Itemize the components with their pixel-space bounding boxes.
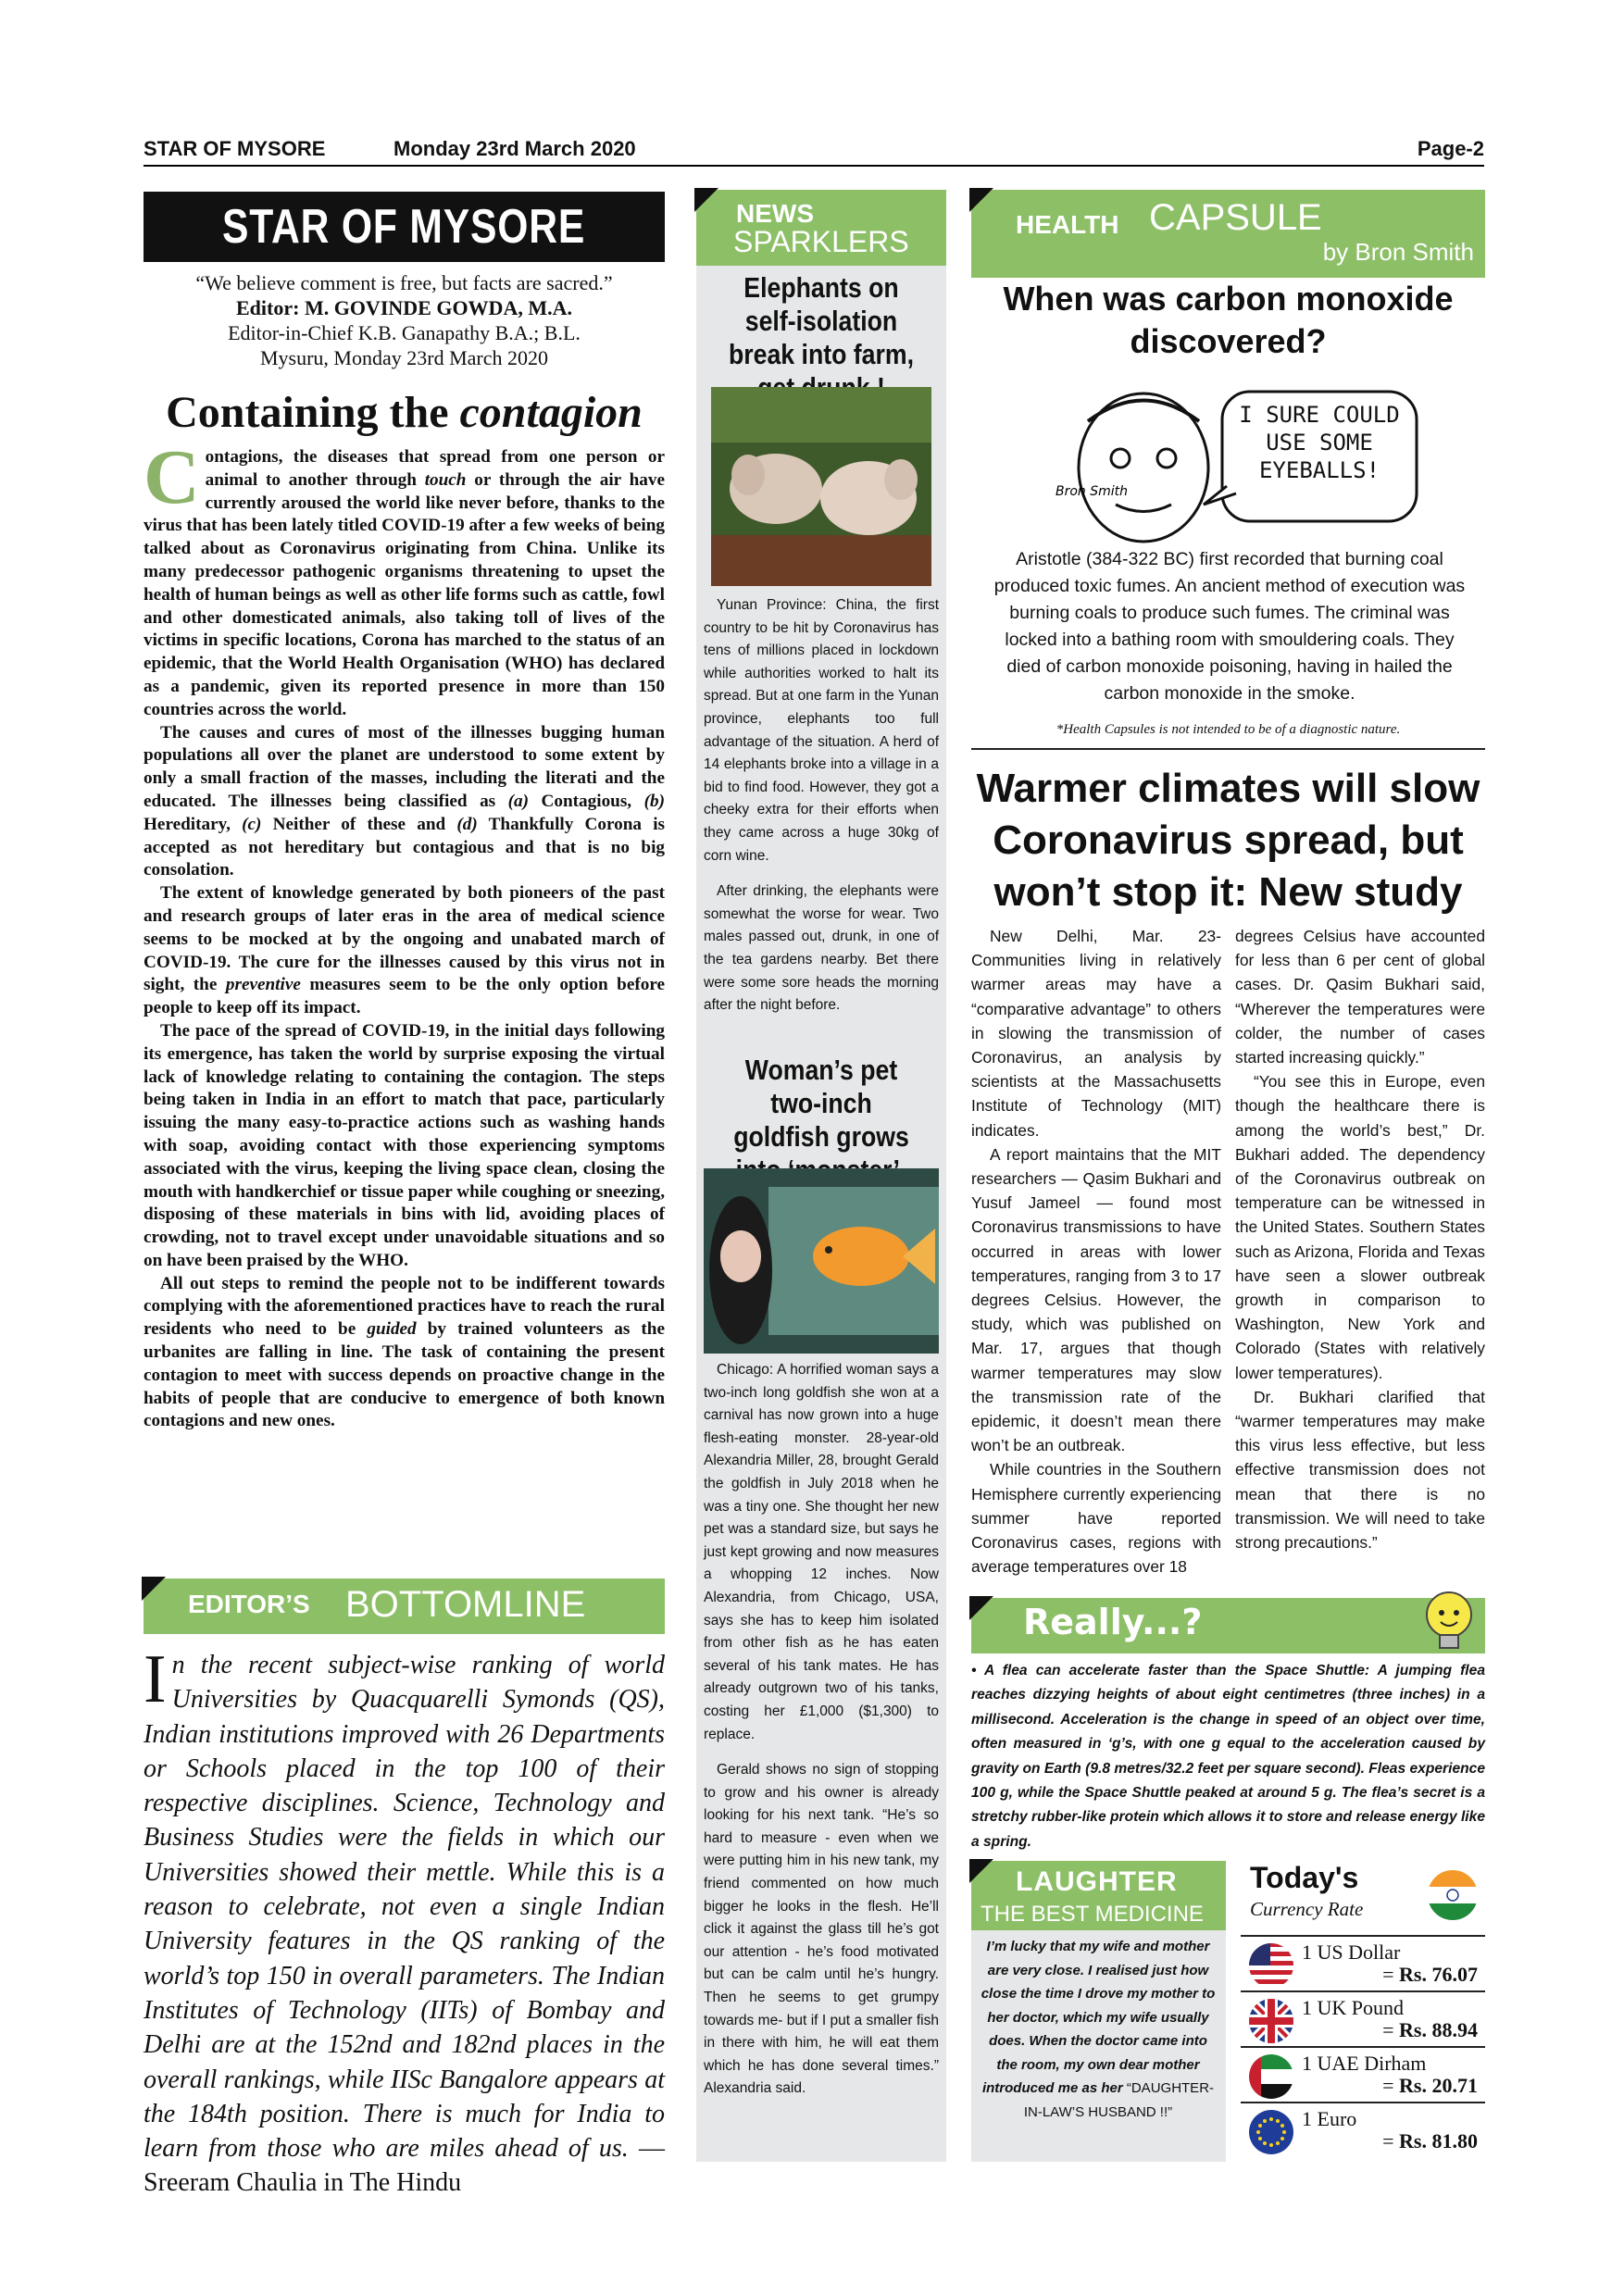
laughter-text: I’m lucky that my wife and mother are very close. I realised just how close the time I drove my mother to her doctor, which my wife usually does. When the doctor came into the room, my own dear mother introduced me as her xyxy=(981,1939,1216,2096)
text-run: All out steps to remind the people not to be indifferent towards complying with the aforementioned practices have to reach the rural residents who need to be xyxy=(144,1273,665,1340)
text-run-italic: (d) xyxy=(456,814,478,834)
text-run-italic: touch xyxy=(424,469,467,490)
text-run: Hereditary, xyxy=(144,814,243,834)
text-run-italic: preventive xyxy=(225,975,301,995)
currency-rate xyxy=(1382,2018,1478,2042)
editorial-headline-italic: contagion xyxy=(459,388,643,437)
health-headline: When was carbon monoxide discovered? xyxy=(1003,280,1454,360)
bottomline-label-light: BOTTOMLINE xyxy=(345,1584,586,1625)
currency-subtitle: Currency Rate xyxy=(1250,1898,1364,1920)
header-page-number: Page-2 xyxy=(1417,137,1484,160)
really-body: • A flea can accelerate faster than the Space Shuttle: A jumping flea reaches dizzying heights of about eight centimetres (three inches) in a millisecond. Acceleration is the change in speed of an object over time, often measured in ‘g’s, with one g equal to the acceleration caused by gravity on Earth (9.8 metres/32.2 feet per square second). Fleas experience 100 g, while the Space Shuttle peaked at around 5 g. The flea’s secret is a stretchy rubber-like protein which allows it to store and release energy like a spring. xyxy=(971,1663,1485,1850)
health-disclaimer: *Health Capsules is not intended to be of a diagnostic nature. xyxy=(1056,722,1401,737)
currency-row xyxy=(1241,1990,1485,2048)
text-run: The causes and cures of most of the illnesses bugging human populations all over the planet are understood to some extent by only a small fraction of the masses, including the literati and the educated. The illnesses being classified as xyxy=(144,722,665,811)
currency-row xyxy=(1241,1935,1485,1992)
equals-sign: = xyxy=(1382,2018,1400,2041)
warmer-column-right xyxy=(1235,924,1485,1554)
elephants-photo xyxy=(711,387,931,586)
dropcap: C xyxy=(144,434,200,520)
currency-row xyxy=(1241,2046,1485,2103)
health-label-light: CAPSULE xyxy=(1149,197,1322,238)
equals-sign: = xyxy=(1382,2074,1400,2097)
currency-rate xyxy=(1382,1963,1478,1987)
currency-name: 1 US Dollar xyxy=(1302,1940,1401,1964)
health-capsule-banner xyxy=(971,190,1485,278)
equals-sign: = xyxy=(1382,1963,1400,1986)
elephants-body xyxy=(704,594,939,1030)
text-run: by trained volunteers as the urbanites are falling in line. The task of containing the present contagion to meet with success depends on proactive change in the habits of people that are conducive to emergence of both known contagions and new ones. xyxy=(144,1319,665,1431)
bottomline-label-bold: EDITOR’S xyxy=(188,1590,310,1618)
rate-value: Rs. 81.80 xyxy=(1399,2129,1478,2152)
editorial-paragraph xyxy=(144,434,665,722)
sparklers-label-bold: NEWS xyxy=(736,199,814,228)
cartoon-illustration xyxy=(1037,384,1426,551)
dropcap: I xyxy=(144,1641,167,1717)
divider xyxy=(971,748,1485,750)
editorial-headline xyxy=(144,387,665,439)
editorial-paragraph: The pace of the spread of COVID-19, in the initial days following its emergence, has taken the world by surprise exposing the virtual lack of knowledge relating to containing the contagion. The steps being taken in India in an effort to match that pace, particularly issuing the many easy-to-practice actions such as washing hands with soap, avoiding contact with those experiencing symptoms associated with the virus, keeping the living space clean, closing the mouth with handkerchief or tissue paper while coughing or sneezing, disposing of these materials in bins with lid, avoiding places of crowding, not to travel except under unavoidable situations and so on have been praised by the WHO. xyxy=(144,1020,665,1270)
laughter-banner xyxy=(971,1861,1226,1930)
editorial-paragraph xyxy=(144,882,665,1020)
cartoon-signature: Bron Smith xyxy=(1056,484,1129,499)
editorial-paragraph xyxy=(144,1273,665,1434)
corner-tab-icon xyxy=(694,188,718,212)
story-paragraph: Gerald shows no sign of stopping to grow and his owner is already looking for his next tank. “He’s so hard to measure - even when we were putting him in his new tank, my friend commented on how much bigger he looks in the flesh. He’ll click it against the glass till he’s got our attention - he’s food motivated but can be calm until he’s hungry. Then he seems to get grumpy towards me- but if I put a smaller fish in there with him, he will eat them which he has done several times.” Alexandria said. xyxy=(704,1762,939,2097)
currency-name: 1 UK Pound xyxy=(1302,1996,1405,2019)
editor-line: Editor: M. GOVINDE GOWDA, M.A. xyxy=(236,296,572,319)
dateline: Mysuru, Monday 23rd March 2020 xyxy=(259,346,549,369)
really-label: Really...? xyxy=(1023,1602,1203,1642)
india-flag-icon xyxy=(1426,1868,1480,1922)
currency-rate xyxy=(1382,2074,1478,2098)
news-sparklers-banner xyxy=(696,190,946,266)
currency-title: Today's xyxy=(1250,1861,1359,1894)
corner-tab-icon xyxy=(969,1596,993,1620)
text-run: Neither of these and xyxy=(261,814,457,834)
text-run: or through the air have currently aroused the world like never before, thanks to the virus that has been lately titled COVID-19 after a few weeks of being talked about as Coronavirus originating from China. Unlike its many predecessor pathogenic organisms threatening to upset the health of human beings as well as other life forms such as cattle, fowl and other domesticated animals, also taking toll of lives of the victims in specific locations, Corona has marched to the status of an epidemic, that the World Health Organisation (WHO) has declared as a pandemic, given its reported presence in more than 150 countries across the world. xyxy=(144,469,665,719)
motto: “We believe comment is free, but facts are sacred.” xyxy=(195,271,613,294)
corner-tab-icon xyxy=(969,188,993,212)
editor-in-chief-line: Editor-in-Chief K.B. Ganapathy B.A.; B.L. xyxy=(228,321,581,344)
bottomline-banner xyxy=(144,1578,665,1634)
corner-tab-icon xyxy=(969,1859,993,1883)
text-run: The extent of knowledge generated by both pioneers of the past and research groups of later eras in the area of medical science seems to be mocked at by the ongoing and unabated march of COVID-19. The cure for the illnesses caused by this virus not in sight, the xyxy=(144,883,665,995)
cartoon-speech: I SURE COULD USE SOME EYEBALLS! xyxy=(1239,402,1400,483)
editorial-meta xyxy=(144,270,665,370)
rate-value: Rs. 76.07 xyxy=(1399,1963,1478,1986)
goldfish-headline: Woman’s pet two-inch goldfish grows xyxy=(733,1054,909,1153)
health-byline: by Bron Smith xyxy=(1322,238,1474,266)
masthead xyxy=(144,192,665,262)
rate-value: Rs. 88.94 xyxy=(1399,2018,1478,2041)
goldfish-photo xyxy=(704,1168,939,1354)
page-header xyxy=(144,137,1484,167)
currency-name: 1 Euro xyxy=(1302,2107,1357,2130)
health-label-bold: HEALTH xyxy=(1016,210,1119,239)
header-date: Monday 23rd March 2020 xyxy=(394,137,636,160)
equals-sign: = xyxy=(1382,2129,1400,2152)
eu-flag-icon xyxy=(1248,2109,1294,2155)
bottomline-text: n the recent subject-wise ranking of world Universities by Quacquarelli Symonds (QS), Indian institutions improved with 26 Departments or Schools placed in the top 100 of their respective disciplines. Science, Technology and Business Studies were the fields in which our Universities showed their mettle. While this is a reason to celebrate, not even a single Indian University features in the QS ranking of the world’s top 150 in overall parameters. The Indian Institutes of Technology (IITs) of Bombay and Delhi are at the 152nd and 182nd places in the overall rankings, while IISc Bangalore appears at the 184th position. There is much for India to learn from those who are miles ahead of us. xyxy=(144,1651,665,2164)
lightbulb-icon xyxy=(1417,1585,1481,1659)
text-run: measures seem to be the only option before people to keep off its impact. xyxy=(144,975,665,1018)
currency-rate xyxy=(1382,2129,1478,2153)
currency-row xyxy=(1241,2102,1485,2159)
goldfish-body xyxy=(704,1359,939,2114)
laughter-body xyxy=(978,1935,1218,2124)
rate-value: Rs. 20.71 xyxy=(1399,2074,1478,2097)
uk-flag-icon xyxy=(1248,1998,1294,2044)
story-paragraph: A report maintains that the MIT researchers — Qasim Bukhari and Yusuf Jameel — found most Coronavirus transmissions to have occurred in areas with lower temperatures, ranging from 3 to 17 degrees Celsius. However, the study, which was published on Mar. 17, argues that though warmer temperatures may slow the transmission rate of the epidemic, it doesn’t mean there won’t be an outbreak. xyxy=(971,1144,1221,1455)
text-run-italic: guided xyxy=(367,1319,417,1340)
text-run-italic: (c) xyxy=(242,814,262,834)
corner-tab-icon xyxy=(142,1577,166,1601)
header-paper-name: STAR OF MYSORE xyxy=(144,137,326,160)
story-paragraph: After drinking, the elephants were somewhat the worse for wear. Two males passed out, drunk, in one of the tea gardens nearby. Bet there were some sore heads the morning after the night before. xyxy=(704,883,939,1014)
story-paragraph: Dr. Bukhari clarified that “warmer temperatures may make this virus less effective, but less effective transmission does not mean that there is no transmission. We will need to take strong precautions.” xyxy=(1235,1387,1485,1553)
editorial-body xyxy=(144,434,665,1433)
currency-name: 1 UAE Dirham xyxy=(1302,2052,1427,2075)
laughter-label-bold: LAUGHTER xyxy=(1016,1866,1178,1897)
warmer-column-left xyxy=(971,924,1221,1578)
text-run: ontagions, the diseases that spread from one person or animal to another through xyxy=(205,447,665,490)
uae-flag-icon xyxy=(1248,2053,1294,2100)
warmer-climates-headline: Warmer climates will slow Coronavirus spread, but won’t stop it: New study xyxy=(976,766,1480,915)
laughter-label-light: THE BEST MEDICINE xyxy=(981,1902,1204,1927)
story-paragraph: Yunan Province: China, the first country to be hit by Coronavirus has tens of millions placed in lockdown while authorities worked to halt its spread. But at one farm in the Yunan province, elephants too full advantage of the situation. A herd of 14 elephants broke into a village in a bid to find food. However, they got a cheeky extra for their efforts when they came across a huge 30kg of corn wine. xyxy=(704,597,939,864)
bottomline-attribution: — Sreeram Chaulia in The Hindu xyxy=(144,2134,666,2198)
sparklers-label-light: SPARKLERS xyxy=(733,225,909,258)
story-paragraph: degrees Celsius have accounted for less than 6 per cent of global cases. Dr. Qasim Bukhari said, “Wherever the temperatures were colder, the number of cases started increasing quickly.” xyxy=(1235,927,1485,1067)
masthead-title: STAR OF MYSORE xyxy=(222,200,586,254)
story-paragraph: “You see this in Europe, even though the healthcare there is among the world’s best,” Dr. Bukhari added. The dependency of the Coronavirus outbreak on temperature can be witnessed in the United States. Southern States such as Arizona, Florida and Texas have seen a slower outbreak growth in comparison to Washington, New York and Colorado (States with relatively lower temperatures). xyxy=(1235,1072,1485,1382)
bottomline-body xyxy=(144,1641,666,2201)
really-banner xyxy=(971,1598,1485,1653)
us-flag-icon xyxy=(1248,1942,1294,1989)
story-paragraph: While countries in the Southern Hemisphere currently experiencing summer have reported Coronavirus cases, regions with average temperatures over 18 xyxy=(971,1460,1221,1577)
laughter-punchline: “DAUGHTER-IN-LAW’S HUSBAND !!” xyxy=(1023,2080,1215,2120)
text-run: Contagious, xyxy=(529,791,644,811)
text-run: Thankfully Corona is accepted as not hereditary but contagious and that is no big consolation. xyxy=(144,814,665,880)
health-body: Aristotle (384-322 BC) first recorded that burning coal produced toxic fumes. An ancient method of execution was burning coals to produce such fumes. The criminal was locked into a bathing room with smouldering coals. They died of carbon monoxide poisoning, having in hailed the carbon monoxide in the smoke. xyxy=(993,549,1466,704)
text-run-italic: (a) xyxy=(507,791,530,811)
story-paragraph: Chicago: A horrified woman says a two-inch long goldfish she won at a carnival has now grown into a huge flesh-eating monster. 28-year-old Alexandria Miller, 28, brought Gerald the goldfish in July 2018 when he was a tiny one. She thought her new pet was a standard size, but says he just kept growing and now measures a whopping 12 inches. Now Alexandria, from Chicago, USA, says she has to keep him isolated from other fish as he has eaten several of his tank mates. He has already outgrown two of his tanks, costing her £1,000 ($1,300) to replace. xyxy=(704,1362,939,1742)
story-paragraph: New Delhi, Mar. 23- Communities living in relatively warmer areas may have a “comparative advantage” to others in slowing the transmission of Coronavirus, an analysis by scientists at the Massachusetts Institute of Technology (MIT) indicates. xyxy=(971,927,1221,1140)
editorial-paragraph xyxy=(144,722,665,883)
editorial-headline-plain: Containing the xyxy=(166,388,460,437)
elephants-headline: Elephants on self-isolation break into farm, xyxy=(728,271,915,370)
text-run-italic: (b) xyxy=(643,791,665,811)
